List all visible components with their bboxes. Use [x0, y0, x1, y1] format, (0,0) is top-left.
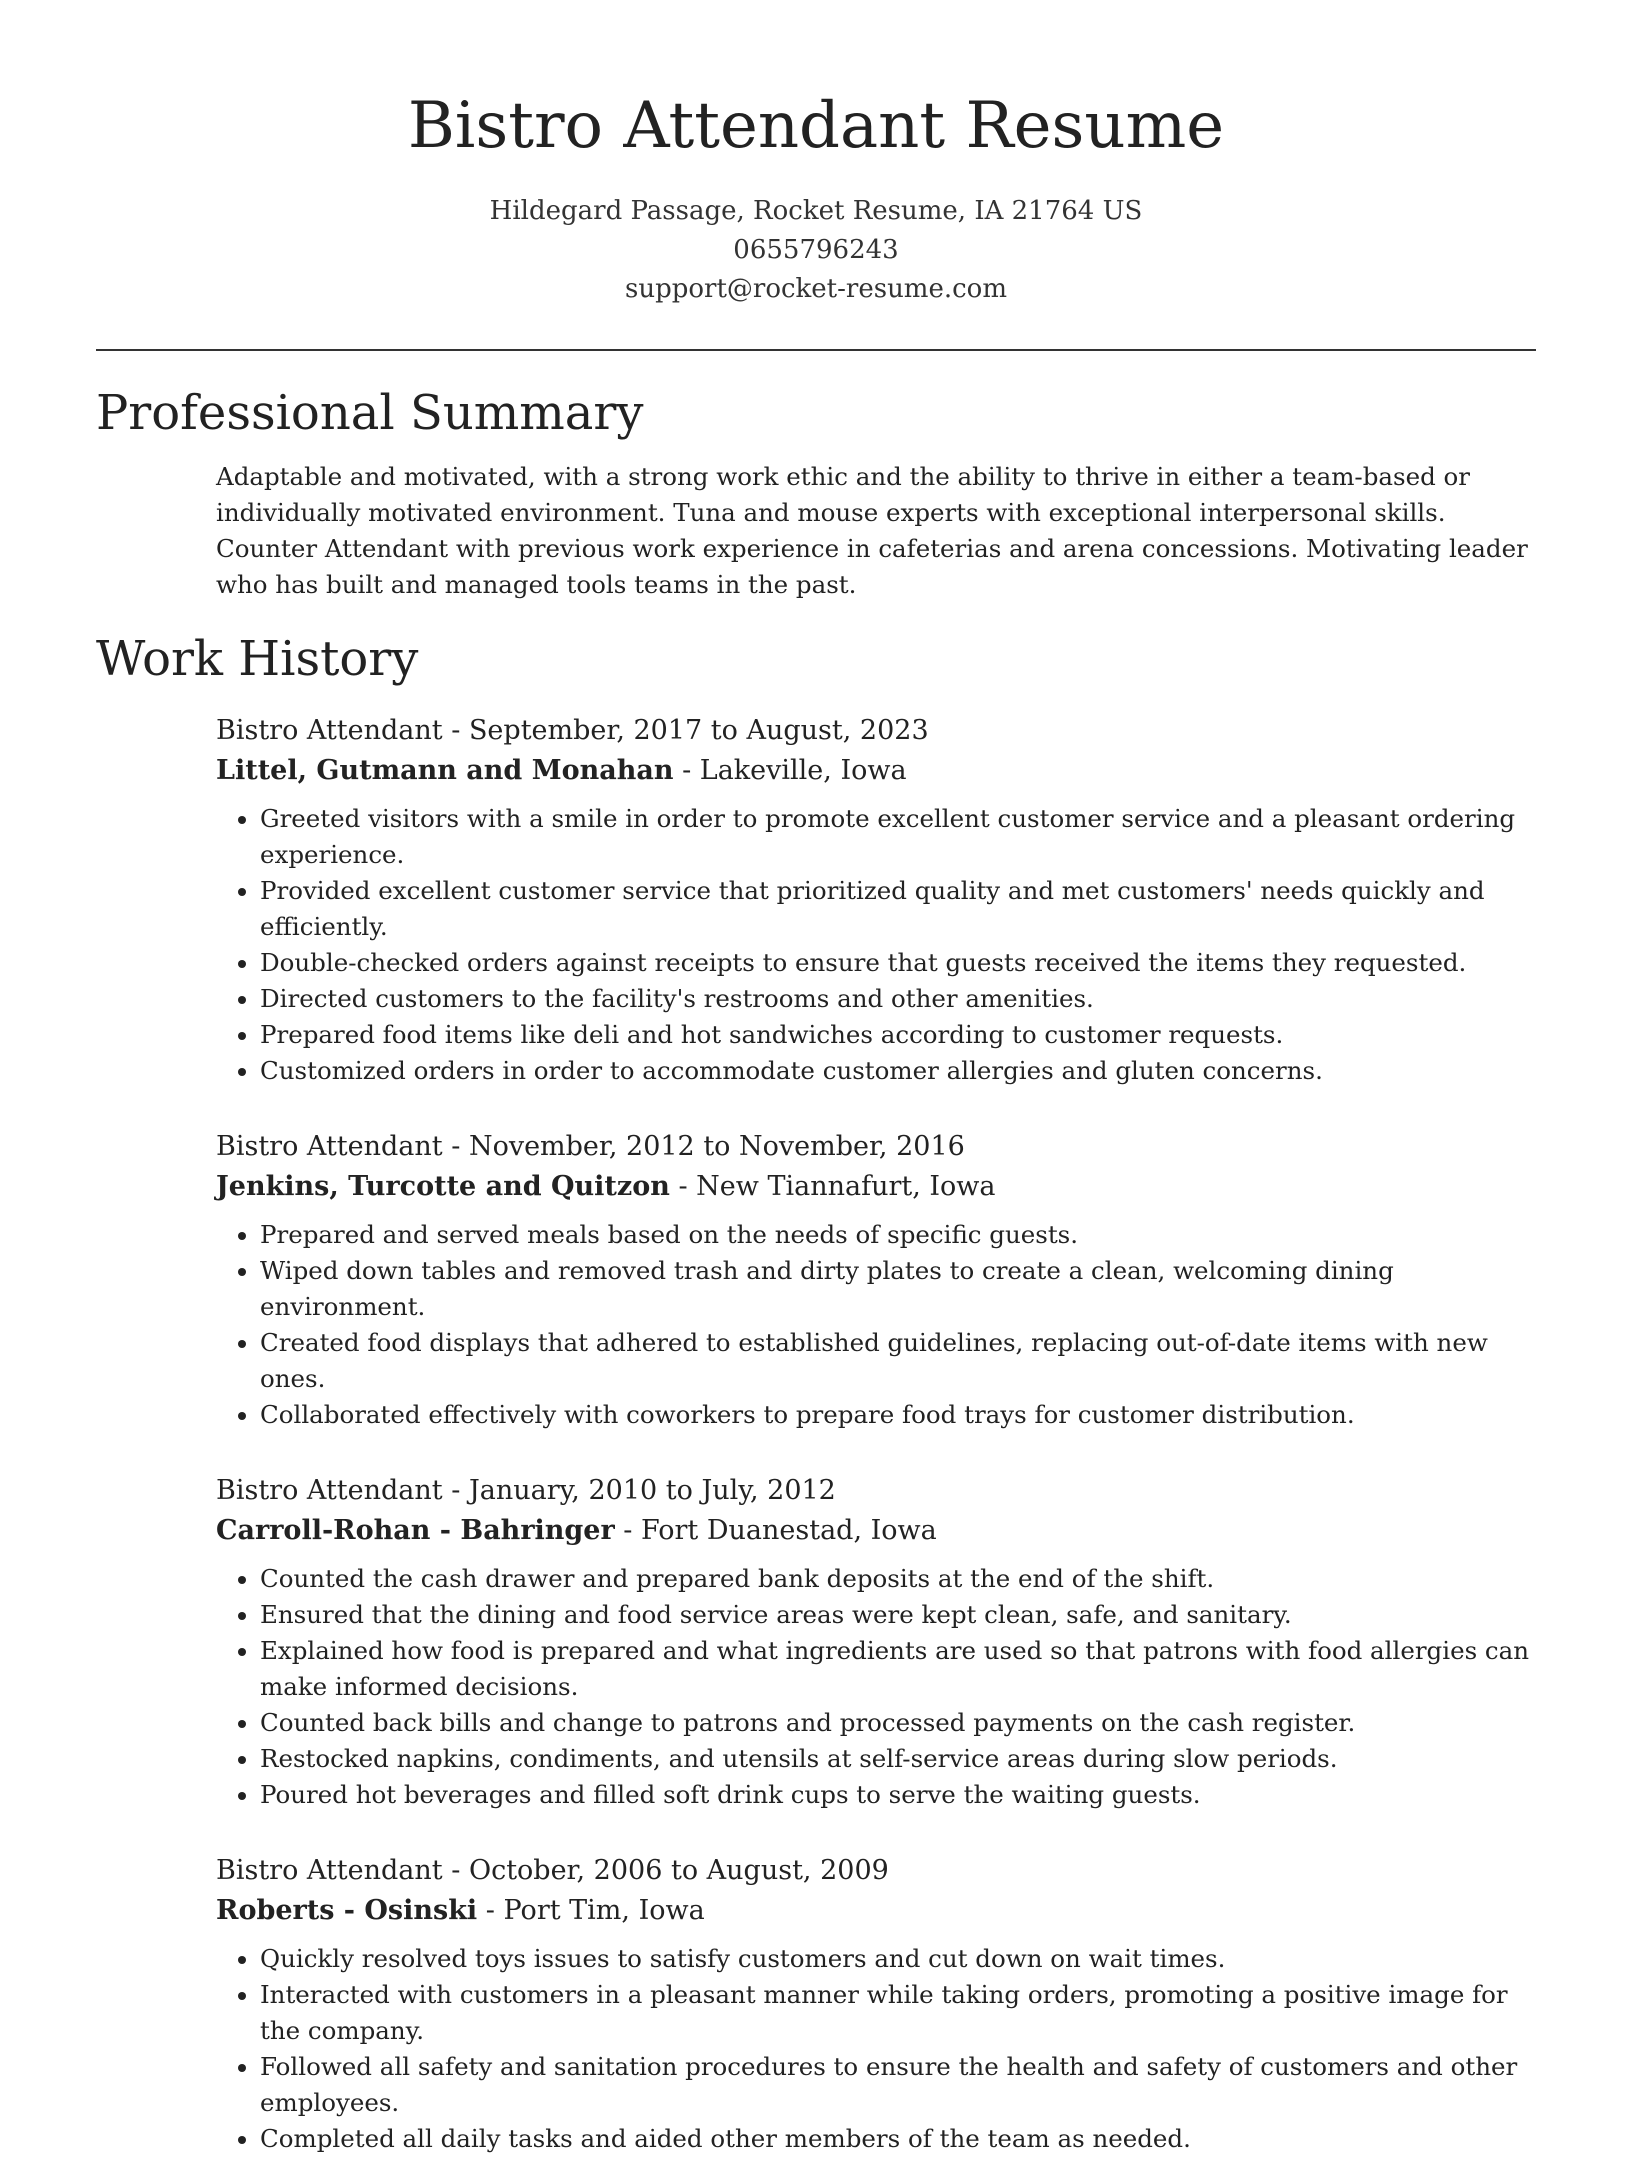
- job-dates: January, 2010 to July, 2012: [468, 1475, 836, 1506]
- job-company-line: Littel, Gutmann and Monahan - Lakeville, Iowa: [216, 755, 907, 786]
- job-company: Roberts - Osinski: [216, 1895, 478, 1926]
- job-company: Jenkins, Turcotte and Quitzon: [216, 1171, 670, 1202]
- job-bullets: [216, 801, 1536, 1089]
- work-history-section: [96, 629, 1536, 2157]
- job-bullets: [216, 1217, 1536, 1433]
- job-bullet: • Collaborated effectively with coworkers to prepare food trays for customer distribution.: [260, 1397, 1536, 1433]
- job-title: Bistro Attendant: [216, 1131, 443, 1162]
- job-location: Lakeville, Iowa: [699, 755, 907, 786]
- professional-summary-section: [96, 383, 1536, 603]
- job-entry: [216, 1127, 1536, 1433]
- summary-text: Adaptable and motivated, with a strong work ethic and the ability to thrive in either a team-based or individually motivated environment. Tuna and mouse experts with exceptional interpersonal skills. Counter Attendant with previous work experience in cafeterias and arena concessions. Motivating leader who has built and managed tools teams in the past.: [216, 462, 1528, 599]
- job-entry: [216, 1471, 1536, 1813]
- job-location: Port Tim, Iowa: [503, 1895, 705, 1926]
- contact-address: Hildegard Passage, Rocket Resume, IA 21764 US: [489, 196, 1143, 226]
- section-title-work: Work History: [96, 631, 419, 687]
- job-bullet: • Restocked napkins, condiments, and utensils at self-service areas during slow periods.: [260, 1741, 1536, 1777]
- job-title: Bistro Attendant: [216, 1475, 443, 1506]
- job-title-line: Bistro Attendant - November, 2012 to November, 2016: [216, 1131, 965, 1162]
- resume-name: Bistro Attendant Resume: [407, 89, 1225, 163]
- job-bullet: • Customized orders in order to accommodate customer allergies and gluten concerns.: [260, 1053, 1536, 1089]
- job-dates: October, 2006 to August, 2009: [468, 1855, 889, 1886]
- job-bullet: • Double-checked orders against receipts to ensure that guests received the items they requested.: [260, 945, 1536, 981]
- job-title-line: Bistro Attendant - October, 2006 to August, 2009: [216, 1855, 889, 1886]
- job-company-line: Roberts - Osinski - Port Tim, Iowa: [216, 1895, 705, 1926]
- job-title-line: Bistro Attendant - September, 2017 to August, 2023: [216, 715, 929, 746]
- job-bullet: • Explained how food is prepared and what ingredients are used so that patrons with food allergies can make informed decisions.: [260, 1633, 1536, 1705]
- job-title: Bistro Attendant: [216, 715, 443, 746]
- header-divider: [96, 349, 1536, 351]
- resume-header: [96, 0, 1536, 309]
- job-bullet: • Prepared and served meals based on the needs of specific guests.: [260, 1217, 1536, 1253]
- job-bullet: • Prepared food items like deli and hot sandwiches according to customer requests.: [260, 1017, 1536, 1053]
- job-bullet: • Ensured that the dining and food service areas were kept clean, safe, and sanitary.: [260, 1597, 1536, 1633]
- job-company: Littel, Gutmann and Monahan: [216, 755, 674, 786]
- job-company-line: Carroll-Rohan - Bahringer - Fort Duanestad, Iowa: [216, 1515, 937, 1546]
- job-bullets: [216, 1941, 1536, 2157]
- contact-email: support@rocket-resume.com: [624, 274, 1007, 304]
- job-dates: November, 2012 to November, 2016: [468, 1131, 965, 1162]
- job-location: Fort Duanestad, Iowa: [641, 1515, 937, 1546]
- job-company: Carroll-Rohan - Bahringer: [216, 1515, 615, 1546]
- job-entry: [216, 711, 1536, 1089]
- contact-info: [96, 192, 1536, 309]
- job-title: Bistro Attendant: [216, 1855, 443, 1886]
- job-bullet: • Wiped down tables and removed trash and dirty plates to create a clean, welcoming dining environment.: [260, 1253, 1536, 1325]
- job-bullet: • Directed customers to the facility's restrooms and other amenities.: [260, 981, 1536, 1017]
- job-bullet: • Counted the cash drawer and prepared bank deposits at the end of the shift.: [260, 1561, 1536, 1597]
- job-entry: [216, 1851, 1536, 2157]
- job-bullet: • Quickly resolved toys issues to satisfy customers and cut down on wait times.: [260, 1941, 1536, 1977]
- job-bullet: • Poured hot beverages and filled soft drink cups to serve the waiting guests.: [260, 1777, 1536, 1813]
- job-bullet: • Followed all safety and sanitation procedures to ensure the health and safety of customers and other employees.: [260, 2049, 1536, 2121]
- job-dates: September, 2017 to August, 2023: [468, 715, 929, 746]
- job-bullet: • Created food displays that adhered to established guidelines, replacing out-of-date items with new ones.: [260, 1325, 1536, 1397]
- job-bullets: [216, 1561, 1536, 1813]
- job-location: New Tiannafurt, Iowa: [696, 1171, 996, 1202]
- job-bullet: • Provided excellent customer service that prioritized quality and met customers' needs quickly and efficiently.: [260, 873, 1536, 945]
- job-bullet: • Interacted with customers in a pleasant manner while taking orders, promoting a positive image for the company.: [260, 1977, 1536, 2049]
- contact-phone: 0655796243: [733, 235, 899, 265]
- job-bullet: • Completed all daily tasks and aided other members of the team as needed.: [260, 2121, 1536, 2157]
- job-bullet: • Greeted visitors with a smile in order to promote excellent customer service and a pleasant ordering experience.: [260, 801, 1536, 873]
- job-company-line: Jenkins, Turcotte and Quitzon - New Tiannafurt, Iowa: [216, 1171, 996, 1202]
- section-title-summary: Professional Summary: [96, 385, 644, 441]
- job-title-line: Bistro Attendant - January, 2010 to July, 2012: [216, 1475, 836, 1506]
- job-bullet: • Counted back bills and change to patrons and processed payments on the cash register.: [260, 1705, 1536, 1741]
